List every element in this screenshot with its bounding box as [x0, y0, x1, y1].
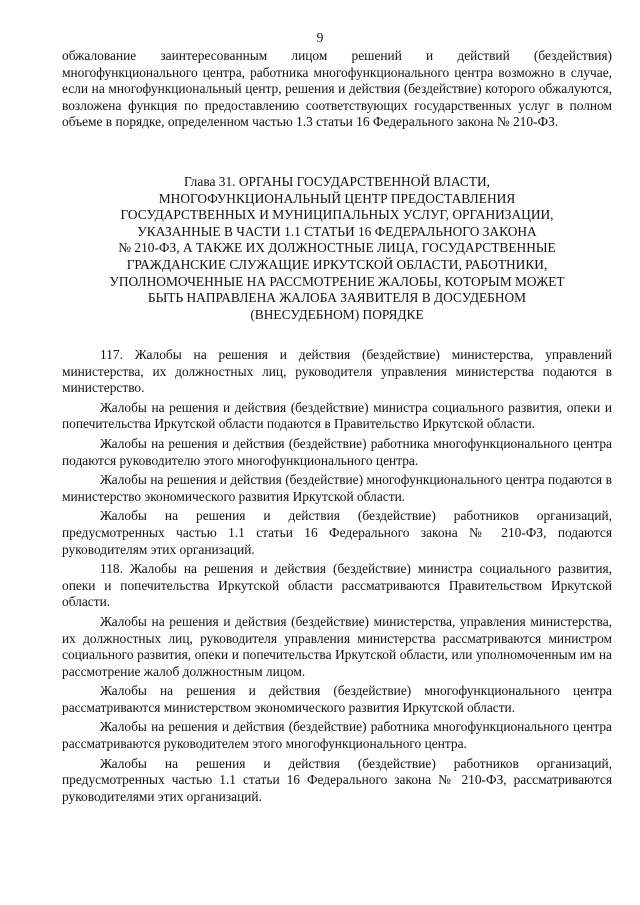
heading-line: БЫТЬ НАПРАВЛЕНА ЖАЛОБА ЗАЯВИТЕЛЯ В ДОСУДЕБНОМ: [147, 290, 527, 306]
heading-line: МНОГОФУНКЦИОНАЛЬНЫЙ ЦЕНТР ПРЕДОСТАВЛЕНИЯ: [158, 190, 516, 206]
heading-line: УПОЛНОМОЧЕННЫЕ НА РАССМОТРЕНИЕ ЖАЛОБЫ, КОТОРЫМ МОЖЕТ: [109, 273, 565, 289]
chapter-heading: [62, 174, 612, 323]
heading-line: ГОСУДАРСТВЕННЫХ И МУНИЦИПАЛЬНЫХ УСЛУГ, ОРГАНИЗАЦИИ,: [120, 207, 554, 223]
heading-line: Глава 31. ОРГАНЫ ГОСУДАРСТВЕННОЙ ВЛАСТИ,: [183, 174, 491, 189]
paragraph-118: 118. Жалобы на решения и действия (бездействие) министра социального развития, опеки и попечительства Иркутской области рассматриваются Правительством Иркутской области.: [62, 561, 612, 610]
paragraph: Жалобы на решения и действия (бездействие) работников организаций, предусмотренных частью 1.1 статьи 16 Федерального закона № 210-ФЗ, подаются руководителям этих организаций.: [62, 508, 612, 557]
paragraph-117: 117. Жалобы на решения и действия (бездействие) министерства, управлений министерства, их должностных лиц, руководителя управления министерства подаются в министерство.: [62, 347, 612, 396]
paragraph: Жалобы на решения и действия (бездействие) многофункционального центра подаются в министерство экономического развития Иркутской области.: [62, 472, 612, 504]
paragraph: Жалобы на решения и действия (бездействие) работников организаций, предусмотренных частью 1.1 статьи 16 Федерального закона № 210-ФЗ, рассматриваются руководителями этих организаций.: [62, 755, 612, 804]
heading-line: (ВНЕСУДЕБНОМ) ПОРЯДКЕ: [250, 306, 424, 322]
heading-line: № 210-ФЗ, А ТАКЖЕ ИХ ДОЛЖНОСТНЫЕ ЛИЦА, ГОСУДАРСТВЕННЫЕ: [118, 240, 556, 256]
page-number: 9: [316, 30, 324, 45]
paragraph: Жалобы на решения и действия (бездействие) министерства, управления министерства, их должностных лиц, руководителя управления министерства рассматриваются министром социального развития, опеки и попечительства Иркутской области, или уполномоченным им на рассмотрение жалоб должностным лицом.: [62, 613, 612, 679]
main-text: [62, 347, 612, 805]
paragraph: Жалобы на решения и действия (бездействие) министра социального развития, опеки и попечительства Иркутской области подаются в Правительство Иркутской области.: [62, 399, 612, 432]
intro-paragraph: обжалование заинтересованным лицом решений и действий (бездействия) многофункционального центра, работника многофункционального центра возможно в случае, если на многофункциональный центр, решения и действия (бездействие) которого обжалуются, возложена функция по предоставлению соответствующих государственных услуг в полном объеме в порядке, определенном частью 1.3 статьи 16 Федерального закона № 210-ФЗ.: [62, 48, 612, 130]
paragraph: Жалобы на решения и действия (бездействие) многофункционального центра рассматриваются министерством экономического развития Иркутской области.: [62, 683, 612, 715]
paragraph: Жалобы на решения и действия (бездействие) работника многофункционального центра подаются руководителю этого многофункционального центра.: [62, 435, 612, 468]
heading-line: ГРАЖДАНСКИЕ СЛУЖАЩИЕ ИРКУТСКОЙ ОБЛАСТИ, РАБОТНИКИ,: [126, 256, 548, 272]
heading-line: УКАЗАННЫЕ В ЧАСТИ 1.1 СТАТЬИ 16 ФЕДЕРАЛЬНОГО ЗАКОНА: [137, 223, 537, 239]
paragraph: Жалобы на решения и действия (бездействие) работника многофункционального центра рассматриваются руководителем этого многофункционального центра.: [62, 719, 612, 752]
intro-section: [62, 48, 612, 131]
